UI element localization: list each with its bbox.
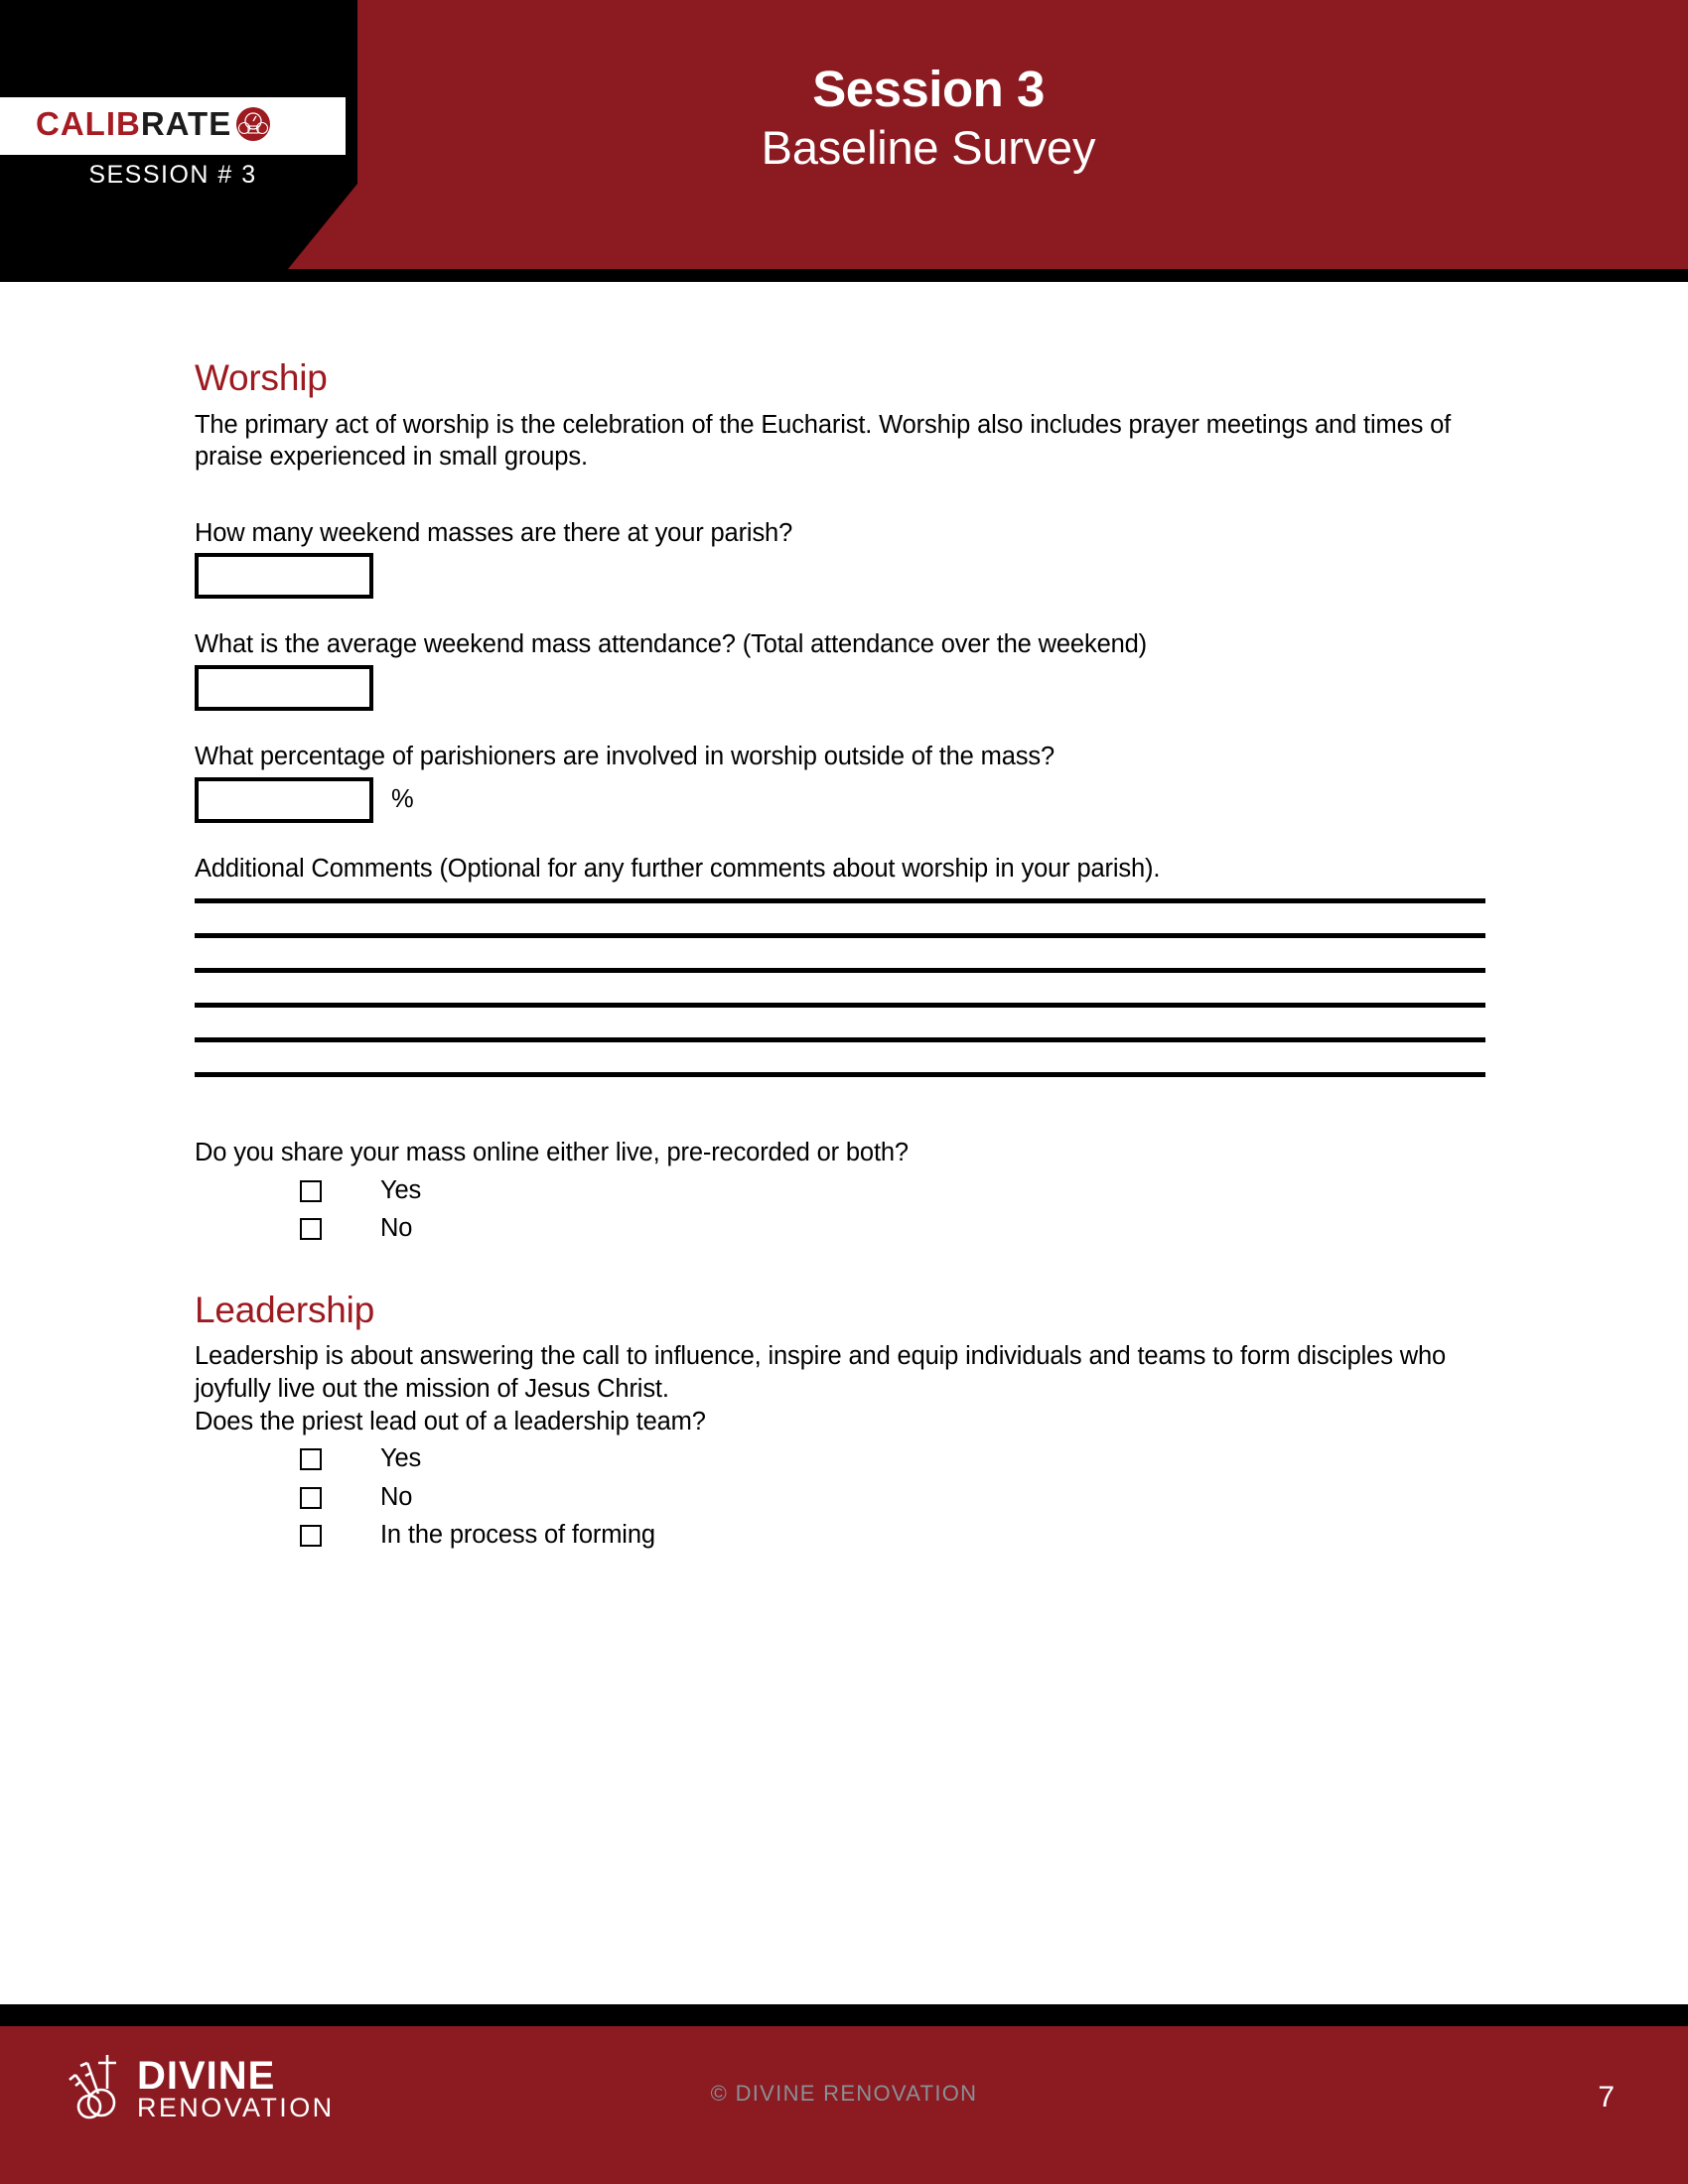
comment-write-line[interactable]: [195, 968, 1485, 973]
option-label: Yes: [380, 1175, 422, 1204]
comment-write-line[interactable]: [195, 1003, 1485, 1008]
page-subtitle: Baseline Survey: [761, 121, 1096, 174]
section-heading-leadership: Leadership: [195, 1289, 375, 1330]
option-label: In the process of forming: [380, 1521, 655, 1550]
logo-text-calib: CALIB: [36, 104, 141, 142]
option-label: No: [380, 1214, 413, 1243]
leadership-intro-text: Leadership is about answering the call to influence, inspire and equip individuals and teams to form disciples who joyfully live out the mission of Jesus Christ.: [195, 1342, 1447, 1403]
comment-write-line[interactable]: [195, 1072, 1485, 1077]
header-divider-rule: [0, 269, 1688, 282]
worship-question-2: What is the average weekend mass attendance? (Total attendance over the weekend): [195, 630, 1148, 659]
checkbox-icon[interactable]: [300, 1180, 322, 1202]
checkbox-icon[interactable]: [300, 1487, 322, 1509]
checkbox-icon[interactable]: [300, 1218, 322, 1240]
worship-question-3: What percentage of parishioners are involved in worship outside of the mass?: [195, 743, 1055, 771]
footer-logo-line-1: DIVINE: [137, 2054, 276, 2099]
page-content: [195, 357, 1485, 1552]
gauge-icon: [235, 106, 271, 147]
footer-divider-rule: [0, 2004, 1688, 2026]
option-label: Yes: [380, 1444, 422, 1473]
worship-additional-comments-label: Additional Comments (Optional for any further comments about worship in your parish).: [195, 854, 1161, 883]
section-heading-worship: Worship: [195, 357, 328, 398]
checkbox-icon[interactable]: [300, 1448, 322, 1470]
logo-text-rate: RATE: [140, 104, 232, 142]
worship-comment-lines[interactable]: [195, 898, 1485, 1077]
session-number-label: SESSION # 3: [88, 161, 257, 189]
footer-copyright: © DIVINE RENOVATION: [710, 2081, 978, 2106]
worship-q4-option-no[interactable]: [195, 1211, 1485, 1245]
calibrate-logo: [0, 97, 346, 155]
footer-logo-line-2: RENOVATION: [137, 2092, 335, 2122]
worship-answer-input-3[interactable]: [195, 777, 373, 823]
percent-sign-label: %: [391, 785, 414, 814]
worship-question-1: How many weekend masses are there at your parish?: [195, 518, 793, 547]
worship-q4-option-yes[interactable]: [195, 1173, 1485, 1207]
leadership-q1-option-no[interactable]: [195, 1480, 1485, 1514]
option-label: No: [380, 1482, 413, 1511]
worship-answer-input-2[interactable]: [195, 665, 373, 711]
comment-write-line[interactable]: [195, 898, 1485, 903]
leadership-q1-option-yes[interactable]: [195, 1441, 1485, 1475]
worship-answer-input-1[interactable]: [195, 553, 373, 599]
leadership-q1-option-forming[interactable]: [195, 1518, 1485, 1552]
page-title: Session 3: [812, 61, 1045, 117]
page-number: 7: [1598, 2081, 1615, 2114]
comment-write-line[interactable]: [195, 1037, 1485, 1042]
worship-question-4: Do you share your mass online either live, pre-recorded or both?: [195, 1139, 909, 1167]
leadership-question-1: Does the priest lead out of a leadership team?: [195, 1407, 706, 1435]
checkbox-icon[interactable]: [300, 1525, 322, 1547]
worship-intro-text: The primary act of worship is the celebration of the Eucharist. Worship also includes prayer meetings and times of praise experienced in small groups.: [195, 410, 1452, 472]
comment-write-line[interactable]: [195, 933, 1485, 938]
